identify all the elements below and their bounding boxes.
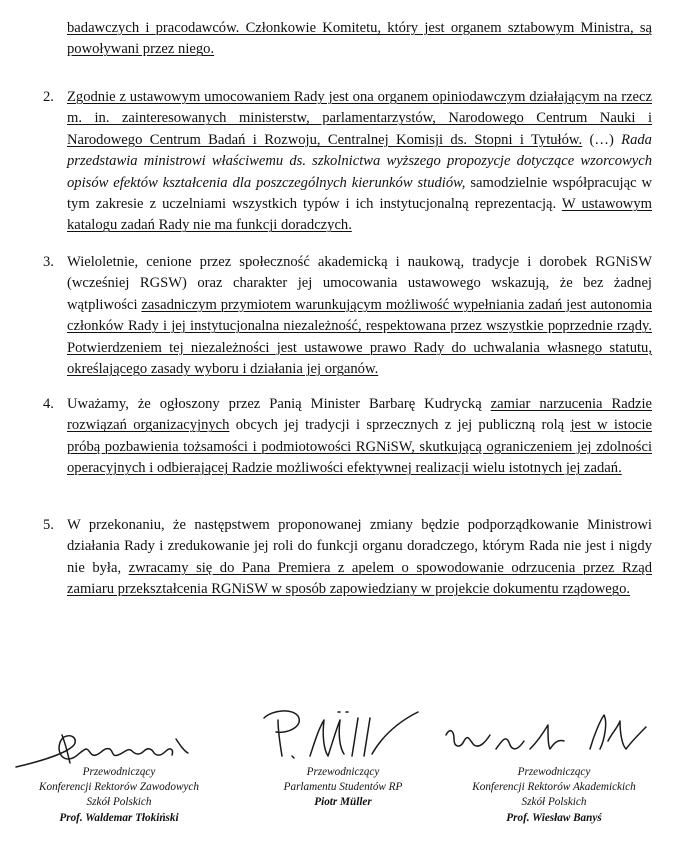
point-4-paragraph — [43, 394, 653, 480]
point-4-number: 4. — [43, 396, 54, 412]
text-run: Rada przedstawia ministrowi właściwemu ds. szkolnictwa wyższego propozycje dotyczące wzorcowych opisów efektów kształcenia dla poszczególnych kierunków studiów, — [67, 131, 652, 191]
signatory-1-org-line2: Szkół Polskich — [86, 796, 152, 809]
signatory-3-org-line2: Szkół Polskich — [521, 796, 587, 809]
text-run: (…) — [582, 131, 622, 148]
point-2-number: 2. — [43, 89, 54, 105]
signatory-3-block — [444, 765, 664, 826]
text-run: obcych jej tradycji i sprzecznych z jej publiczną rolą — [229, 417, 571, 434]
text-run: zasadniczym przymiotem warunkującym możliwość wypełniania zadań jest autonomia członków Rady i jej instytucjonalna niezależność, respektowana przez wszystkie poprzednie rządy. Potwierdzeniem tej niezależności jest ustawowe prawo Rady do uchwalania własnego statutu, określającego zasady wyboru i działania jej organów. — [67, 296, 652, 378]
point-4-text — [67, 396, 652, 476]
text-run: zwracamy się do Pana Premiera z apelem o spowodowanie odrzucenia przez Rząd zamiaru przekształcenia RGNiSW w sposób zapowiedziany w projekcie dokumentu rządowego. — [67, 559, 652, 598]
point-2-text — [67, 89, 652, 233]
signatory-2-role: Przewodniczący — [306, 766, 380, 778]
signatory-3-role: Przewodniczący — [517, 766, 591, 778]
text-run: samodzielnie współpracując w tym zakresie z uczelniami wszystkich typów i ich instytucjonalną reprezentacją. — [67, 174, 653, 213]
signatory-1-name: Prof. Waldemar Tłokiński — [59, 811, 179, 824]
text-run: jest w istocie próbą pozbawienia tożsamości i podmiotowości RGNiSW, skutkującą ograniczeniem jej zdolności operacyjnych i odbierającej Radzie możliwości efektywnej realizacji wielu istotnych jej zadań. — [67, 417, 653, 477]
text-run: Wieloletnie, cenione przez społeczność akademicką i naukową, tradycje i dorobek RGNiSW (wcześniej RGSW) oraz charakter jej umocowania ustawowego wskazują, że bez żadnej wątpliwości — [67, 254, 652, 313]
signatory-2-name: Piotr Müller — [314, 796, 372, 809]
continuation-paragraph — [67, 18, 652, 61]
text-run: zamiar narzucenia Radzie rozwiązań organizacyjnych — [67, 396, 652, 434]
point-3-paragraph — [43, 252, 652, 380]
signature-banys — [440, 705, 665, 765]
point-3-text — [67, 254, 652, 377]
signatory-2-block — [233, 765, 453, 811]
signatory-3-org-line1: Konferencji Rektorów Akademickich — [472, 781, 636, 794]
signatory-3-name: Prof. Wiesław Banyś — [506, 811, 602, 824]
point-5-number: 5. — [43, 517, 54, 533]
text-run: Uważamy, że ogłoszony przez Panią Minister Barbarę Kudrycką — [67, 396, 491, 412]
text-run: W przekonaniu, że następstwem proponowanej zmiany będzie podporządkowanie Ministrowi działania Rady i zredukowanie jej roli do funkcji organu doradczego, którym Rada nie jest i nigdy nie była, — [67, 517, 652, 576]
point-3-number: 3. — [43, 254, 54, 270]
point-5-text — [67, 517, 652, 597]
signatory-1-role: Przewodniczący — [82, 766, 156, 778]
signatory-2-org-line1: Parlamentu Studentów RP — [283, 781, 403, 794]
point-5-paragraph — [43, 515, 652, 601]
signatory-1-org-line1: Konferencji Rektorów Zawodowych — [39, 781, 199, 794]
signature-muller — [258, 700, 428, 770]
text-run: Zgodnie z ustawowym umocowaniem Rady jest ona organem opiniodawczym działającym na rzecz m. in. zainteresowanych ministerstw, parlamentarzystów, Narodowego Centrum Nauki i Narodowego Centrum Badań i Rozwoju, Centralnej Komisji ds. Stopni i Tytułów. — [67, 89, 652, 148]
point-2-paragraph — [43, 87, 653, 237]
text-run: badawczych i pracodawców. Członkowie Komitetu, który jest organem sztabowym Ministra, są powoływani przez niego. — [67, 20, 652, 58]
signatory-1-block — [9, 765, 229, 826]
text-run: W ustawowym katalogu zadań Rady nie ma funkcji doradczych. — [67, 196, 652, 234]
